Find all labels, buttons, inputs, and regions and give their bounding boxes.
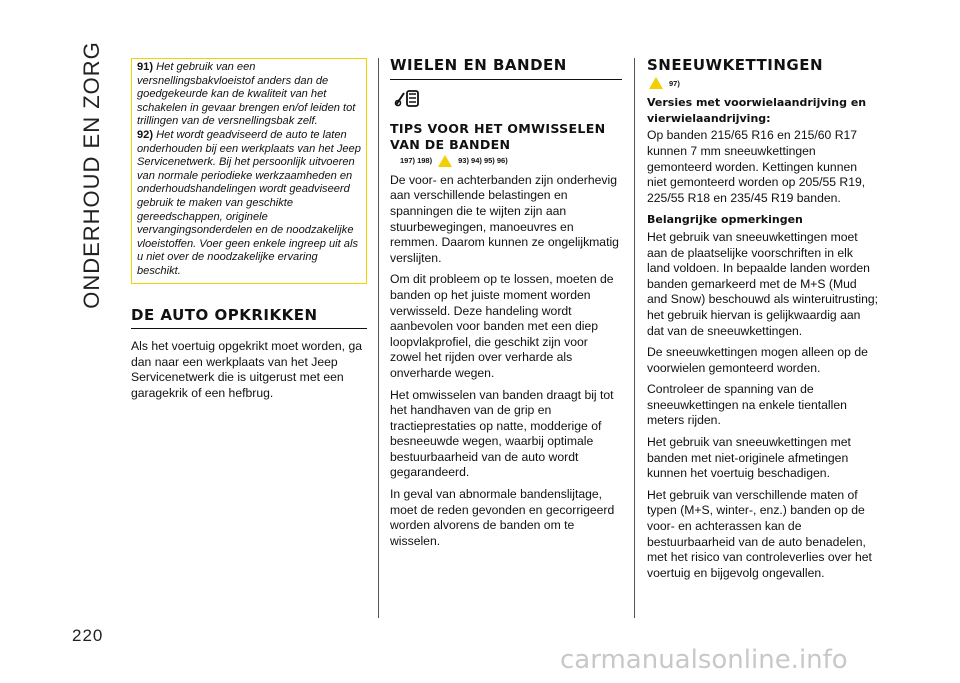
warning-91 [137, 61, 361, 129]
warning-box [131, 58, 367, 284]
chapter-title: ONDERHOUD EN ZORG [79, 41, 104, 309]
warning-92-text: Het wordt geadviseerd de auto te laten onderhouden bij een werkplaats van het Jeep Servicenetwerk. Bij het persoonlijk uitvoeren van normale periodieke werkzaamheden en onderhoudshandelingen wordt geadviseerd gebruik te maken van geschikte gereedschappen, originele vervangingsonderdelen en de noodzakelijke vloeistoffen. Voer geen enkele ingreep uit als u niet over de noodzakelijke ervaring beschikt. [137, 128, 361, 277]
paragraph-3: Het omwisselen van banden draagt bij tot het handhaven van de grip en tractieprestaties op natte, modderige of besneeuwde wegen, waarbij optimale bestuurbaarheid van de auto wordt gegarandeerd. [390, 387, 614, 480]
subtitle-rotation: TIPS VOOR HET OMWISSELEN VAN DE BANDEN [390, 121, 606, 153]
refs-a: 197) 198) [400, 156, 433, 166]
paragraph-4: Controleer de spanning van de sneeuwkettingen na enkele tientallen meters rijden. [647, 382, 847, 428]
paragraph-4: In geval van abnormale bandenslijtage, moet de reden gevonden en gecorrigeerd worden alvorens de banden om te wisselen. [390, 487, 615, 548]
column-divider-1 [378, 58, 379, 618]
paragraph-1: De voor- en achterbanden zijn onderhevig aan verschillende belastingen en spanningen die te wijten zijn aan stuurbewegingen, manoeuvres en remmen. Daarom kunnen ze ongelijkmatig verslijten. [390, 172, 619, 265]
section-title-snow-chains: SNEEUWKETTINGEN [647, 56, 824, 74]
ref-97: 97) [669, 78, 680, 88]
column-divider-2 [634, 58, 635, 618]
column-2 [390, 58, 622, 555]
watermark: carmanualsonline.info [560, 645, 848, 675]
paragraph-1: Op banden 215/65 R16 en 215/60 R17 kunnen 7 mm sneeuwkettingen gemonteerd worden. Kettingen kunnen niet gemonteerd worden op 205/55 R19, 225/55 R18 en 235/45 R19 banden. [647, 128, 866, 205]
paragraph-6: Het gebruik van verschillende maten of typen (M+S, winter-, enz.) banden op de voor- en achterassen kan de bestuurbaarheid van de auto benadelen, met het risico van controleverlies over het voertuig en bijgevolg ongevallen. [647, 487, 872, 580]
chapter-side-tab [72, 41, 112, 309]
label-versions: Versies met voorwielaandrijving en vierwielaandrijving: [647, 96, 867, 125]
paragraph-5: Het gebruik van sneeuwkettingen met banden met niet-originele afmetingen kunnen het voertuig beschadigen. [647, 435, 851, 481]
column-1 [131, 58, 367, 407]
label-important-notes: Belangrijke opmerkingen [647, 213, 803, 227]
warning-92 [137, 129, 361, 279]
warning-91-number: 91) [137, 61, 154, 73]
warning-91-text: Het gebruik van een versnellingsbakvloeistof anders dan de goedgekeurde kan de kwaliteit van het schakelen in gevaar brengen en/of leiden tot trillingen van de versnellingsbak zelf. [137, 61, 356, 128]
warning-triangle-icon [649, 77, 663, 89]
jacking-paragraph: Als het voertuig opgekrikt moet worden, ga dan naar een werkplaats van het Jeep Servicenetwerk die is uitgerust met een garagekrik of een hefbrug. [131, 339, 363, 400]
paragraph-3: De sneeuwkettingen mogen alleen op de voorwielen gemonteerd worden. [647, 345, 868, 375]
paragraph-2: Het gebruik van sneeuwkettingen moet aan de plaatselijke voorschriften in elk land voldoen. In bepaalde landen worden banden gemarkeerd met de M+S (Mud and Snow) beschouwd als winteruitrusting; het gebruik hiervan is gelijkwaardig aan dat van de sneeuwkettingen. [647, 229, 879, 338]
paragraph-2: Om dit probleem op te lossen, moeten de banden op het juiste moment worden verwisseld. Deze handeling wordt aanbevolen voor banden met een diep loopvlakprofiel, die geschikt zijn voor zowel het rijden over verharde als onverharde wegen. [390, 272, 614, 380]
page-number: 220 [72, 626, 104, 645]
column-3 [647, 58, 879, 587]
warning-92-number: 92) [137, 128, 154, 141]
warning-triangle-icon [438, 155, 452, 167]
tire-icon [394, 88, 622, 112]
refs-b: 93) 94) 95) 96) [458, 156, 508, 166]
section-title-wheels: WIELEN EN BANDEN [390, 58, 622, 80]
reference-markers [400, 153, 622, 169]
reference-markers [649, 76, 879, 92]
section-title-jacking: DE AUTO OPKRIKKEN [131, 308, 367, 330]
